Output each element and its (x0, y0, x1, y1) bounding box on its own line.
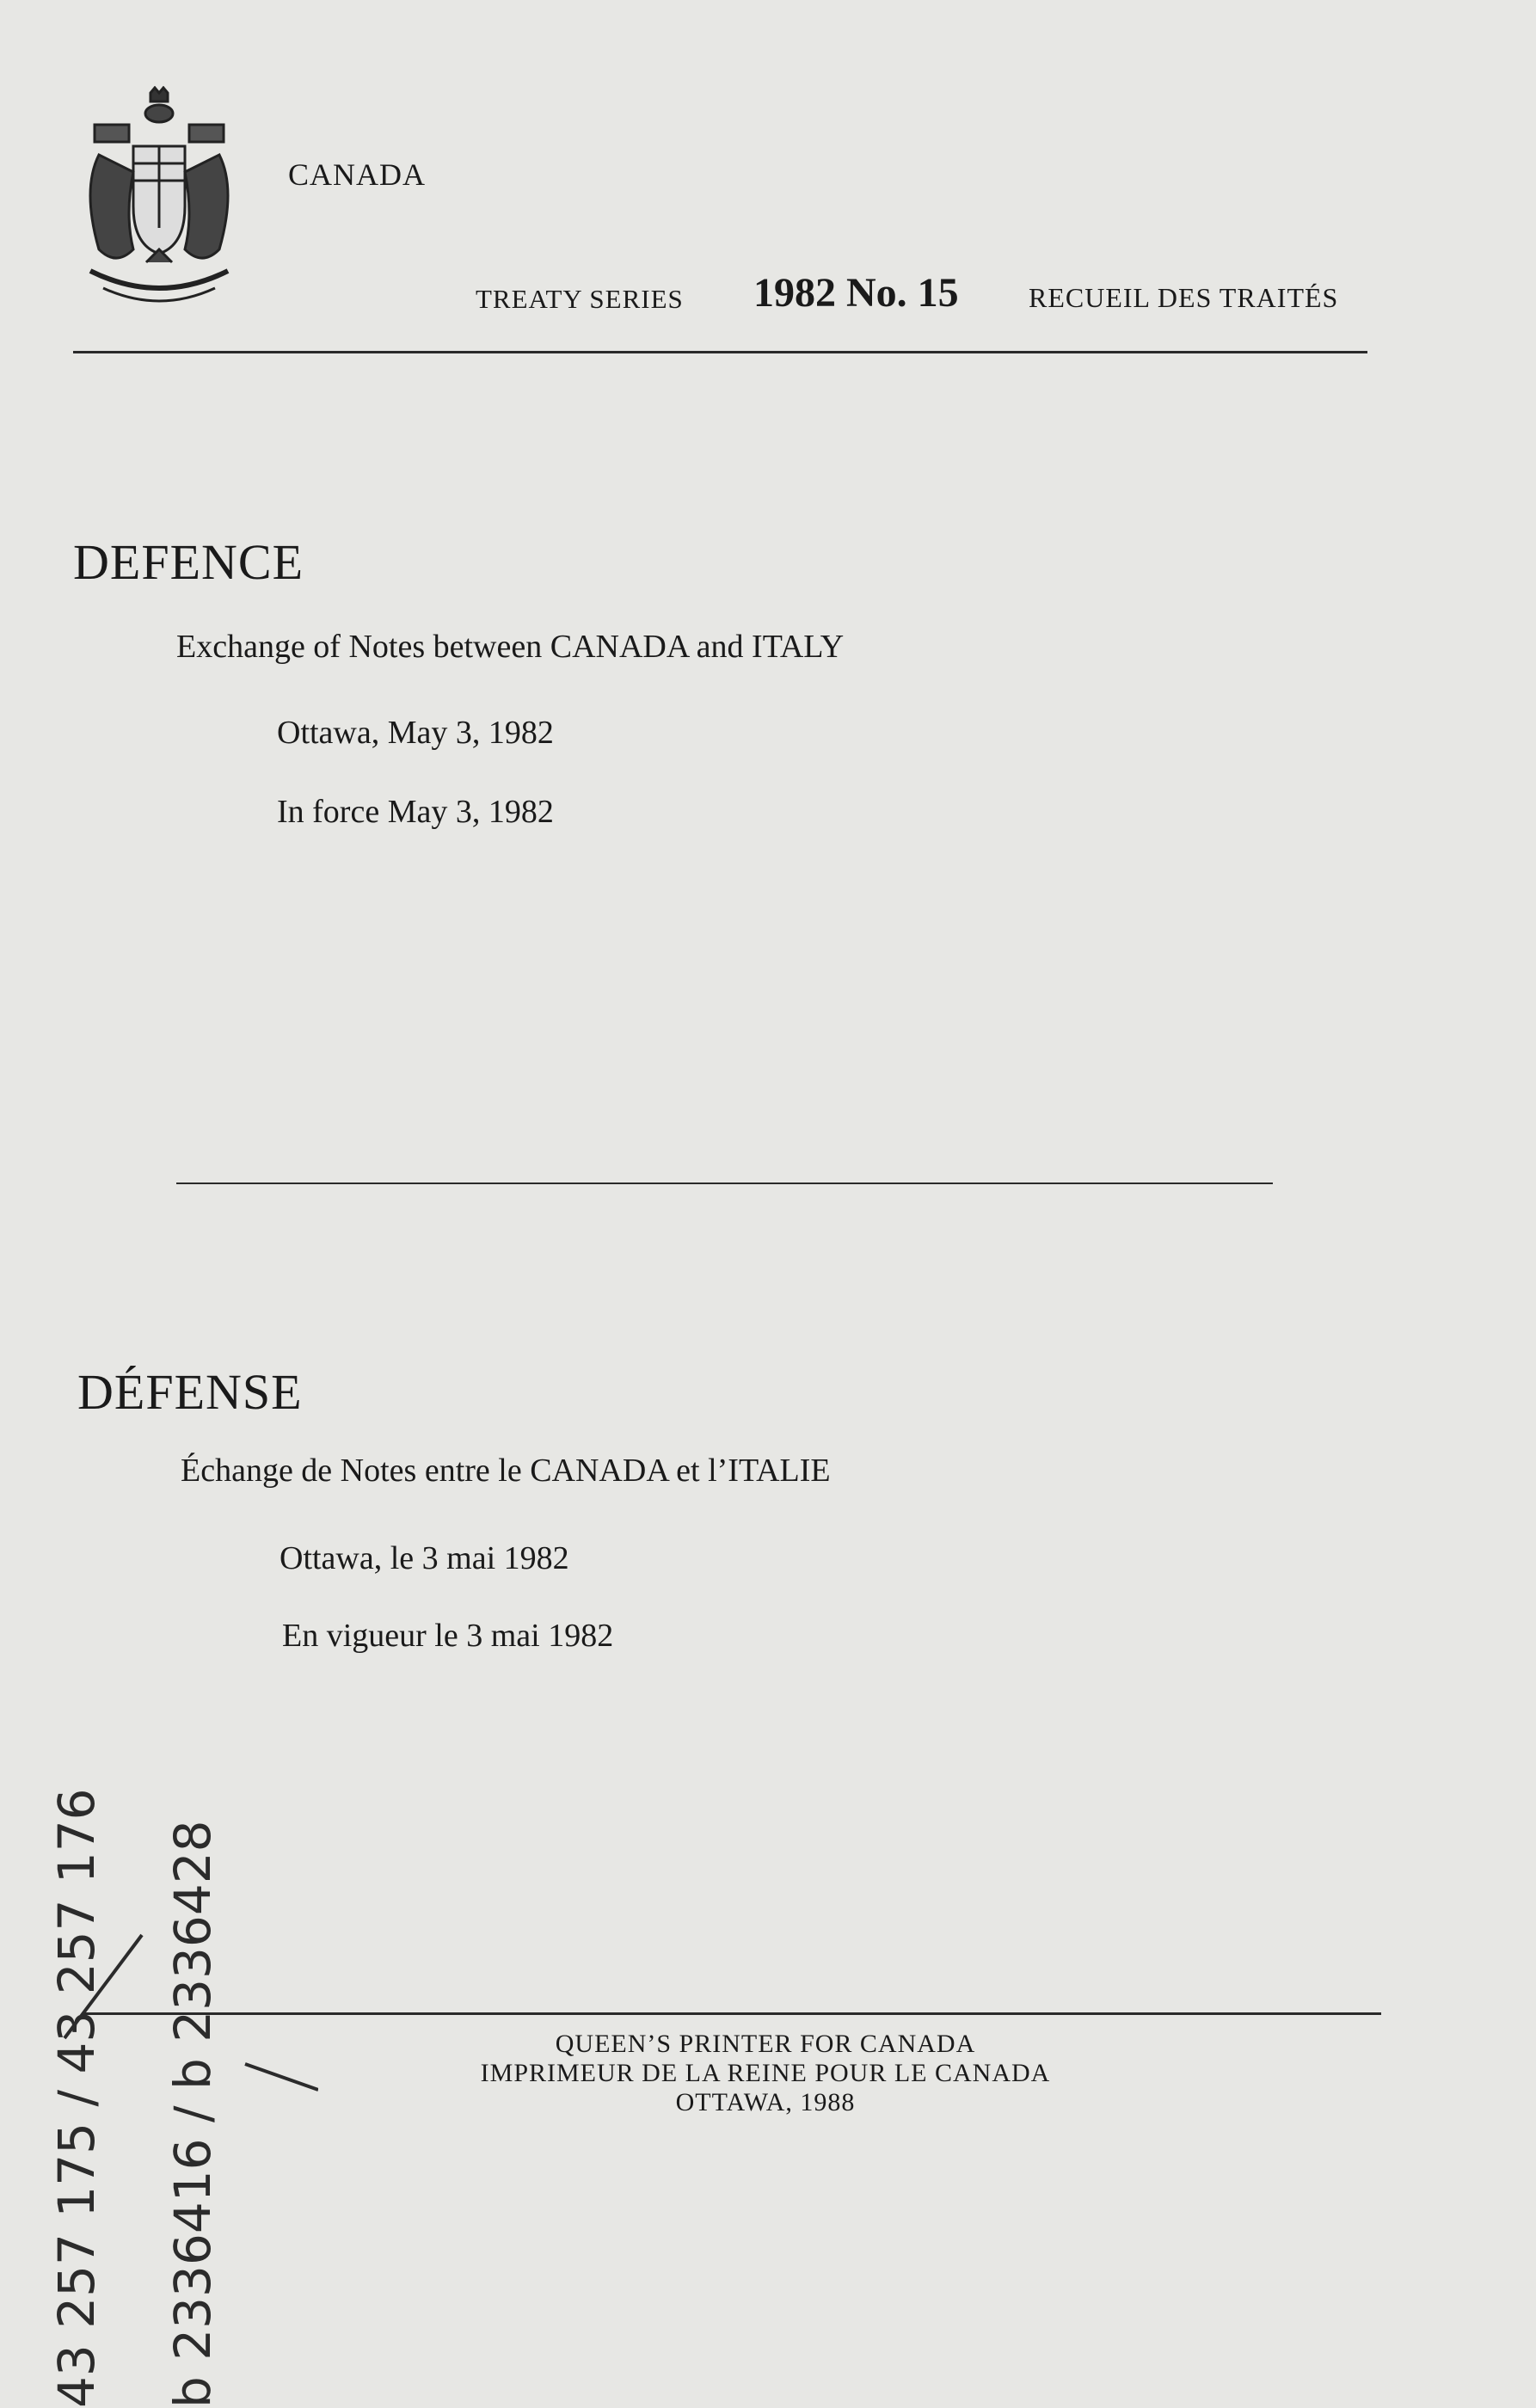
english-exchange: Exchange of Notes between CANADA and ITALY (176, 629, 845, 665)
printer-city-year: OTTAWA, 1988 (675, 2088, 856, 2116)
printer-line-fr: IMPRIMEUR DE LA REINE POUR LE CANADA (480, 2059, 1051, 2087)
header-divider (73, 351, 1367, 353)
english-in-force: In force May 3, 1982 (277, 794, 554, 830)
country-label: CANADA (288, 157, 427, 192)
french-title: DÉFENSE (77, 1364, 303, 1420)
english-title: DEFENCE (73, 534, 304, 590)
series-number: 1982 No. 15 (753, 270, 959, 316)
handwritten-note-1: 43 257 175 / 43 257 176 (47, 1788, 106, 2408)
coat-of-arms-icon (77, 86, 241, 318)
show-through-text (60, 172, 1402, 2150)
printer-imprint (335, 2030, 1195, 2117)
middle-divider (176, 1182, 1273, 1184)
french-date: Ottawa, le 3 mai 1982 (280, 1540, 569, 1576)
recueil-label: RECUEIL DES TRAITÉS (1029, 282, 1339, 313)
french-in-force: En vigueur le 3 mai 1982 (282, 1618, 614, 1654)
english-date: Ottawa, May 3, 1982 (277, 715, 554, 751)
treaty-series-label: TREATY SERIES (476, 284, 684, 314)
french-exchange: Échange de Notes entre le CANADA et l’ITALIE (181, 1453, 831, 1489)
handwritten-note-2: b 2336416 / b 2336428 (163, 1820, 222, 2408)
printer-line-en: QUEEN’S PRINTER FOR CANADA (555, 2030, 976, 2058)
